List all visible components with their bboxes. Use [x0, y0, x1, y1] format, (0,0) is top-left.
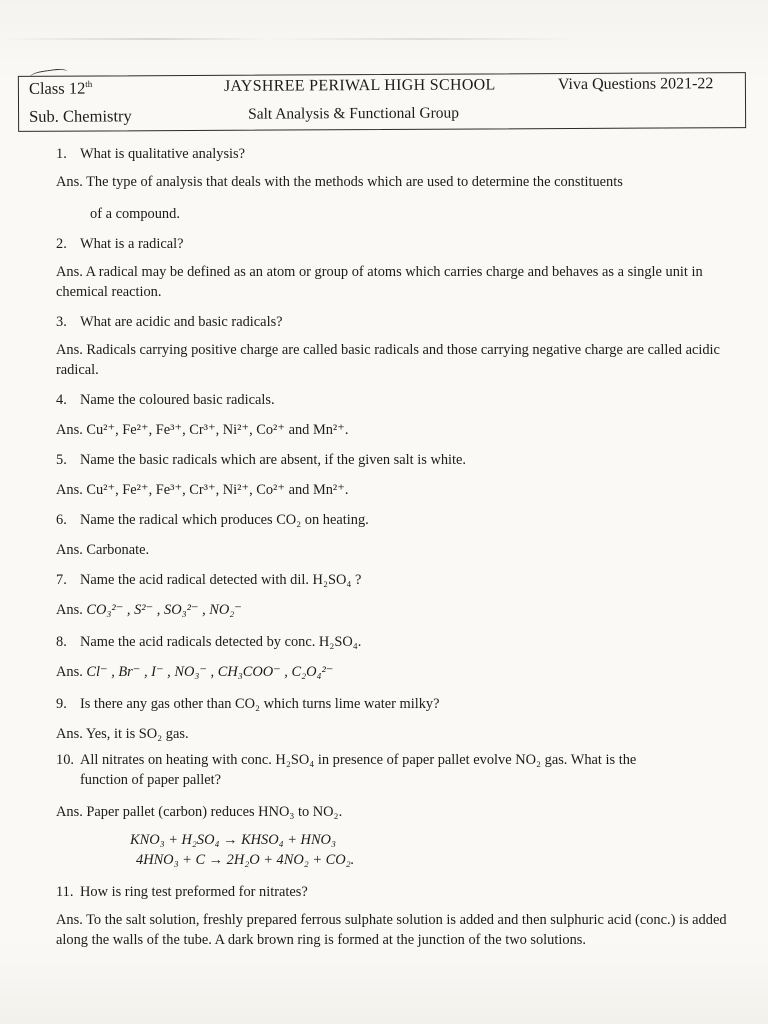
- subject-label: Sub. Chemistry: [29, 106, 132, 126]
- question-6: 6. Name the radical which produces CO₂ on heating.: [56, 512, 369, 528]
- header-row-2: [19, 103, 745, 133]
- answer-8-formula: Cl⁻ , Br⁻ , I⁻ , NO₃⁻ , CH₃COO⁻ , C₂O₄²⁻: [86, 664, 334, 680]
- answer-7-formula: CO₃²⁻ , S²⁻ , SO₃²⁻ , NO₂⁻: [86, 602, 242, 618]
- question-4: 4. Name the coloured basic radicals.: [56, 392, 275, 408]
- answer-11: Ans. To the salt solution, freshly prepared ferrous sulphate solution is added and then sulphuric acid (conc.) is added along the walls of the tube. A dark brown ring is formed at the junction of the two solutions.: [56, 912, 727, 948]
- question-9: 9. Is there any gas other than CO₂ which turns lime water milky?: [56, 696, 440, 712]
- question-1: 1. What is qualitative analysis?: [56, 146, 246, 162]
- question-10-line-2: function of paper pallet?: [80, 772, 222, 788]
- scan-smudge: [0, 38, 768, 40]
- header-row-1: [19, 75, 745, 105]
- answer-3: Ans. Radicals carrying positive charge are called basic radicals and those carrying negative charge are called acidic radical.: [56, 342, 720, 378]
- answer-6: Ans. Carbonate.: [56, 542, 150, 558]
- question-7: 7. Name the acid radical detected with dil. H₂SO₄ ?: [56, 572, 362, 588]
- topic-label: Salt Analysis & Functional Group: [248, 104, 460, 123]
- question-2: 2. What is a radical?: [56, 236, 184, 252]
- answer-1-line-1: Ans. The type of analysis that deals with the methods which are used to determine the constituents: [56, 174, 623, 190]
- answer-10: Ans. Paper pallet (carbon) reduces HNO₃ to NO₂.: [56, 804, 343, 820]
- viva-label: Viva Questions 2021-22: [557, 75, 714, 94]
- school-name: JAYSHREE PERIWAL HIGH SCHOOL: [223, 76, 496, 95]
- answer-8: Ans. Cl⁻ , Br⁻ , I⁻ , NO₃⁻ , CH₃COO⁻ , C₂O₄²⁻: [56, 664, 334, 680]
- question-8: 8. Name the acid radicals detected by conc. H₂SO₄.: [56, 634, 362, 650]
- answer-7: Ans. CO₃²⁻ , S²⁻ , SO₃²⁻ , NO₂⁻: [56, 602, 242, 618]
- answer-2: Ans. A radical may be defined as an atom or group of atoms which carries charge and behaves as a single unit in chemical reaction.: [56, 264, 703, 300]
- answer-4: Ans. Cu²⁺, Fe²⁺, Fe³⁺, Cr³⁺, Ni²⁺, Co²⁺ and Mn²⁺.: [56, 422, 349, 438]
- question-11: 11. How is ring test preformed for nitrates?: [56, 884, 308, 900]
- answer-5: Ans. Cu²⁺, Fe²⁺, Fe³⁺, Cr³⁺, Ni²⁺, Co²⁺ and Mn²⁺.: [56, 482, 349, 498]
- answer-9: Ans. Yes, it is SO₂ gas.: [56, 726, 189, 742]
- question-3: 3. What are acidic and basic radicals?: [56, 314, 283, 330]
- equation-2: 4HNO₃ + C → 2H₂O + 4NO₂ + CO₂.: [136, 852, 355, 868]
- question-5: 5. Name the basic radicals which are absent, if the given salt is white.: [56, 452, 467, 468]
- header-box: [18, 72, 746, 132]
- class-label: Class 12th: [28, 78, 93, 98]
- question-10: 10. All nitrates on heating with conc. H₂SO₄ in presence of paper pallet evolve NO₂ gas. What is the: [56, 752, 637, 768]
- answer-1-line-2: of a compound.: [90, 206, 180, 222]
- equation-1: KNO₃ + H₂SO₄ → KHSO₄ + HNO₃: [130, 832, 336, 848]
- equations-block: [130, 830, 630, 870]
